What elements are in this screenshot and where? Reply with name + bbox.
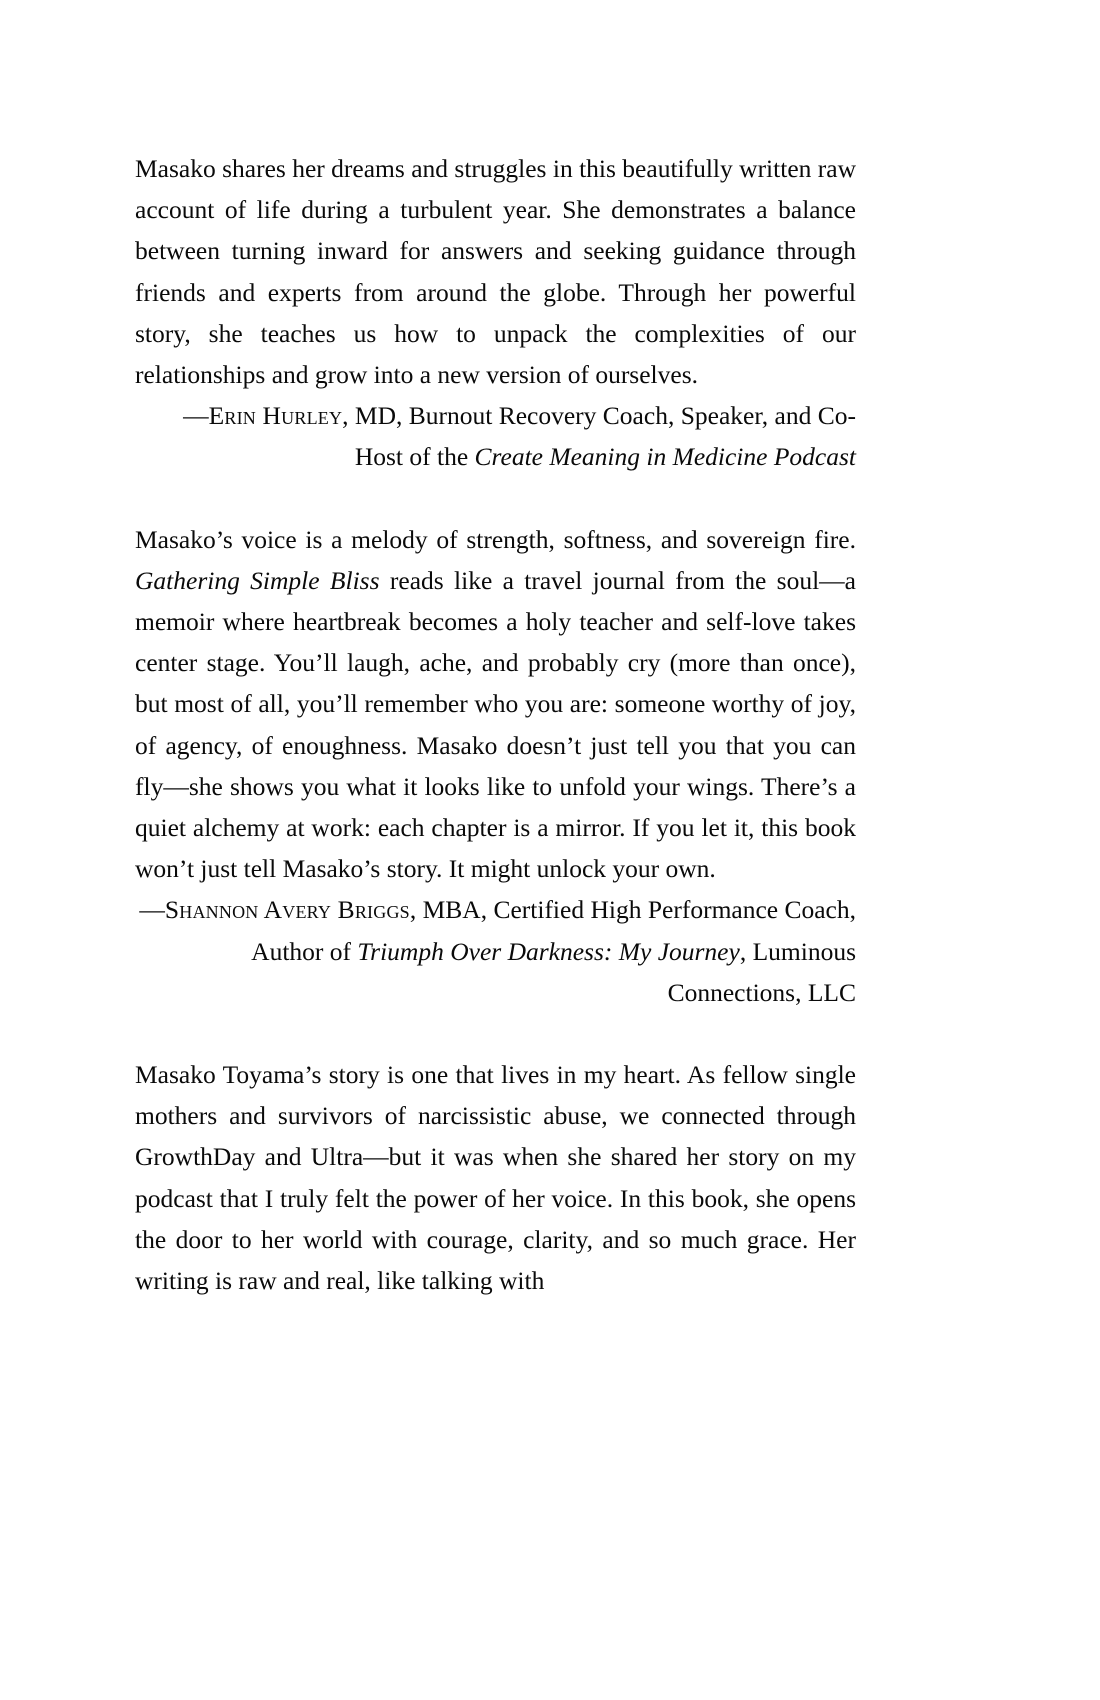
- testimonial-quote-2-part-2: reads like a travel journal from the soul—a memoir where heartbreak becomes a holy teacher and self-love takes center stage. You’ll laugh, ache, and probably cry (more than once), but most of all, you’ll remember who you are: someone worthy of joy, of agency, of enoughness. Masako doesn’t just tell you that you can fly—she shows you what it looks like to unfold your wings. There’s a quiet alchemy at work: each chapter is a mirror. If you let it, this book won’t just tell Masako’s story. It might unlock your own.: [135, 565, 856, 884]
- attribution-dash-1: —: [183, 401, 209, 431]
- attribution-work-title-2: Triumph Over Darkness: My Journey: [357, 936, 740, 966]
- testimonial-quote-2: [135, 519, 856, 890]
- testimonial-quote-3: Masako Toyama’s story is one that lives in my heart. As fellow single mothers and survivors of narcissistic abuse, we connected through GrowthDay and Ultra—but it was when she shared her story on my podcast that I truly felt the power of her voice. In this book, she opens the door to her world with courage, clarity, and so much grace. Her writing is raw and real, like talking with: [135, 1060, 856, 1296]
- attribution-credentials-1: , MD, Burnout Recovery Coach, Speaker, and Co-Host of the: [342, 401, 856, 472]
- attribution-name-2: Shannon Avery Briggs: [164, 895, 410, 925]
- attribution-name-1: Erin Hurley: [208, 401, 343, 431]
- testimonial-attribution-2: [135, 889, 856, 1013]
- testimonial-quote-1: Masako shares her dreams and struggles in this beautifully written raw account of life during a turbulent year. She demonstrates a balance between turning inward for answers and seeking guidance through friends and experts from around the globe. Through her powerful story, she teaches us how to unpack the complexities of our relationships and grow into a new version of ourselves.: [135, 154, 856, 390]
- attribution-work-title-1: Create Meaning in Medicine Podcast: [474, 442, 856, 472]
- page-text-block: [135, 148, 856, 1301]
- testimonial-quote-2-part-1: Masako’s voice is a melody of strength, softness, and sovereign fire.: [135, 524, 856, 554]
- testimonial-group-3: [135, 1054, 856, 1301]
- testimonial-group-2: [135, 519, 856, 1013]
- testimonial-group-1: [135, 148, 856, 478]
- attribution-credentials-after-2: , Luminous Connections, LLC: [667, 936, 856, 1007]
- testimonial-attribution-1: [135, 395, 856, 477]
- testimonial-quote-2-book-title: Gathering Simple Bliss: [135, 565, 380, 595]
- attribution-dash-2: —: [139, 895, 165, 925]
- attribution-credentials-2: , MBA, Certified High Performance Coach, Author of: [251, 895, 856, 966]
